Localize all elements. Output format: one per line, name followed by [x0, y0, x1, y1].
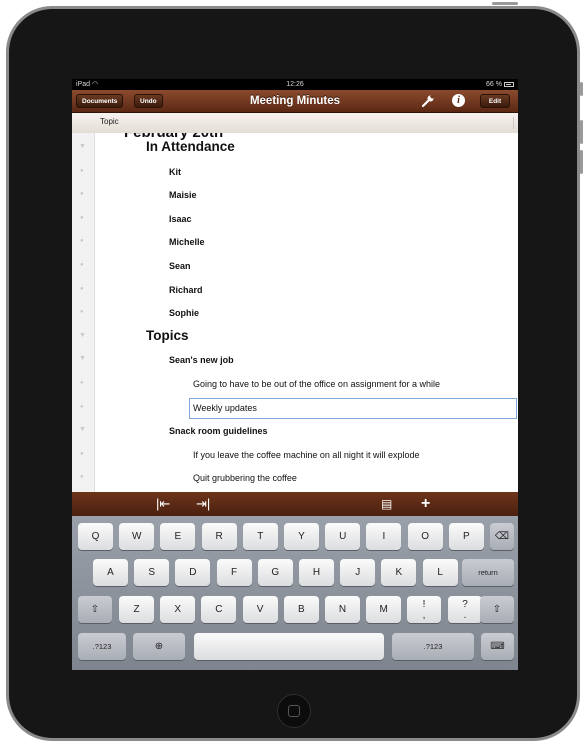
key-r[interactable]: R [202, 523, 237, 550]
key-d[interactable]: D [175, 559, 210, 586]
key-m[interactable]: M [366, 596, 401, 623]
outline-row[interactable] [72, 184, 518, 207]
bullet-icon[interactable]: ● [80, 474, 84, 481]
outline-row[interactable] [72, 420, 518, 443]
key-q[interactable]: Q [78, 523, 113, 550]
home-button[interactable] [277, 694, 311, 728]
key-k[interactable]: K [381, 559, 416, 586]
shift-key-right[interactable] [480, 596, 514, 623]
key-exclamation[interactable]: ! , [407, 596, 441, 623]
shift-key-left[interactable] [78, 596, 112, 623]
keyboard-toolbar [72, 492, 518, 516]
volume-button-2 [580, 150, 583, 174]
sleep-button [492, 2, 518, 5]
info-icon[interactable]: i [452, 94, 465, 107]
disclosure-triangle-icon[interactable]: ▼ [79, 426, 86, 434]
on-screen-keyboard [72, 516, 518, 670]
key-x[interactable]: X [160, 596, 195, 623]
outline-view [72, 113, 518, 492]
backspace-key[interactable] [490, 523, 514, 550]
key-e[interactable]: E [160, 523, 195, 550]
bullet-icon[interactable]: ● [80, 285, 84, 292]
outline-row[interactable] [72, 397, 518, 420]
add-row-button[interactable]: + [421, 495, 431, 512]
outline-row-text: Quit grubbering the coffee [193, 473, 297, 484]
topic-column-label: Topic [100, 117, 119, 126]
numbers-key-right[interactable]: .?123 [392, 633, 474, 660]
bullet-icon[interactable]: ● [80, 238, 84, 245]
outline-row[interactable] [72, 373, 518, 396]
outline-row-text: If you leave the coffee machine on all night it will explode [193, 449, 420, 460]
outline-row[interactable] [72, 302, 518, 325]
globe-icon: ⊕ [154, 641, 164, 652]
outline-row[interactable] [72, 279, 518, 302]
status-bar [72, 79, 518, 90]
document-title: Meeting Minutes [249, 95, 341, 107]
edit-button[interactable]: Edit [480, 94, 510, 108]
outline-row-text: Michelle [169, 237, 205, 248]
outline-row-text: Topics [146, 327, 189, 343]
key-w[interactable]: W [119, 523, 154, 550]
outdent-icon[interactable]: |⇤ [156, 496, 171, 511]
key-v[interactable]: V [243, 596, 278, 623]
space-bar[interactable] [194, 633, 384, 660]
bullet-icon[interactable]: ● [80, 214, 84, 221]
key-b[interactable]: B [284, 596, 319, 623]
outline-row[interactable] [72, 467, 518, 490]
key-o[interactable]: O [408, 523, 443, 550]
outline-row-text: Isaac [169, 213, 192, 224]
key-h[interactable]: H [299, 559, 334, 586]
outline-row-text: Kit [169, 166, 181, 177]
column-header [72, 113, 518, 133]
outline-row[interactable] [72, 161, 518, 184]
undo-button[interactable]: Undo [134, 94, 163, 108]
outline-row[interactable] [72, 326, 518, 349]
shift-icon: ⇧ [492, 604, 502, 615]
return-key[interactable]: return [462, 559, 514, 586]
battery-indicator [486, 79, 514, 90]
wifi-icon: ◠ [91, 81, 99, 88]
outline-row-text: Richard [169, 284, 203, 295]
outline-row-text: Sean [169, 261, 191, 271]
bullet-icon[interactable]: ● [80, 262, 84, 268]
column-divider [513, 117, 514, 129]
bullet-icon[interactable]: ● [80, 309, 84, 316]
outline-row[interactable] [72, 444, 518, 467]
key-a[interactable]: A [93, 559, 128, 586]
key-s[interactable]: S [134, 559, 169, 586]
ipad-screen [72, 79, 518, 670]
bullet-icon[interactable]: ● [80, 167, 84, 174]
key-t[interactable]: T [243, 523, 278, 550]
battery-percent: 66 % [486, 81, 502, 88]
backspace-icon: ⌫ [494, 531, 510, 542]
outline-row[interactable] [72, 231, 518, 254]
outline-row-text: Maisie [169, 190, 197, 201]
outline-row[interactable] [72, 255, 518, 278]
outline-row[interactable] [72, 208, 518, 231]
documents-button[interactable]: Documents [76, 94, 123, 108]
numbers-key-left[interactable]: .?123 [78, 633, 126, 660]
key-g[interactable]: G [258, 559, 293, 586]
keyboard-hide-icon: ⌨ [490, 641, 505, 652]
bullet-icon[interactable]: ● [80, 191, 84, 198]
clock: 12:26 [286, 81, 304, 88]
outline-row[interactable] [72, 137, 518, 160]
key-f[interactable]: F [217, 559, 252, 586]
outline-row-text: Weekly updates [193, 402, 257, 413]
key-c[interactable]: C [201, 596, 236, 623]
note-icon[interactable]: ▤ [381, 497, 393, 511]
bullet-icon[interactable]: ● [80, 380, 84, 386]
key-z[interactable]: Z [119, 596, 154, 623]
disclosure-triangle-icon[interactable]: ▼ [79, 355, 86, 363]
outline-row-text: Snack room guidelines [169, 426, 268, 437]
wrench-icon[interactable] [421, 94, 435, 108]
outline-row[interactable] [72, 349, 518, 372]
volume-button [580, 120, 583, 144]
mute-switch [580, 82, 583, 96]
outline-row-text: In Attendance [146, 139, 235, 154]
outline-row-text: Going to have to be out of the office on assignment for a while [193, 379, 440, 389]
key-l[interactable]: L [423, 559, 458, 586]
globe-key[interactable] [133, 633, 185, 660]
bullet-icon[interactable]: ● [80, 450, 84, 457]
key-question[interactable]: ? . [448, 596, 482, 623]
bullet-icon[interactable]: ● [80, 403, 84, 410]
outline-row-text: Sophie [169, 308, 200, 319]
key-j[interactable]: J [340, 559, 375, 586]
indent-icon[interactable]: ⇥| [196, 496, 211, 511]
key-u[interactable]: U [325, 523, 360, 550]
key-i[interactable]: I [366, 523, 401, 550]
disclosure-triangle-icon[interactable]: ▼ [79, 143, 86, 150]
key-n[interactable]: N [325, 596, 360, 623]
key-y[interactable]: Y [284, 523, 319, 550]
outline-row-text: Sean's new job [169, 355, 234, 366]
hide-keyboard-key[interactable] [481, 633, 514, 660]
disclosure-triangle-icon[interactable]: ▼ [79, 331, 86, 339]
device-name: iPad [76, 81, 91, 88]
home-square-icon [288, 705, 300, 717]
battery-icon [504, 82, 514, 87]
shift-icon: ⇧ [90, 604, 100, 615]
key-p[interactable]: P [449, 523, 484, 550]
navigation-bar [72, 90, 518, 113]
